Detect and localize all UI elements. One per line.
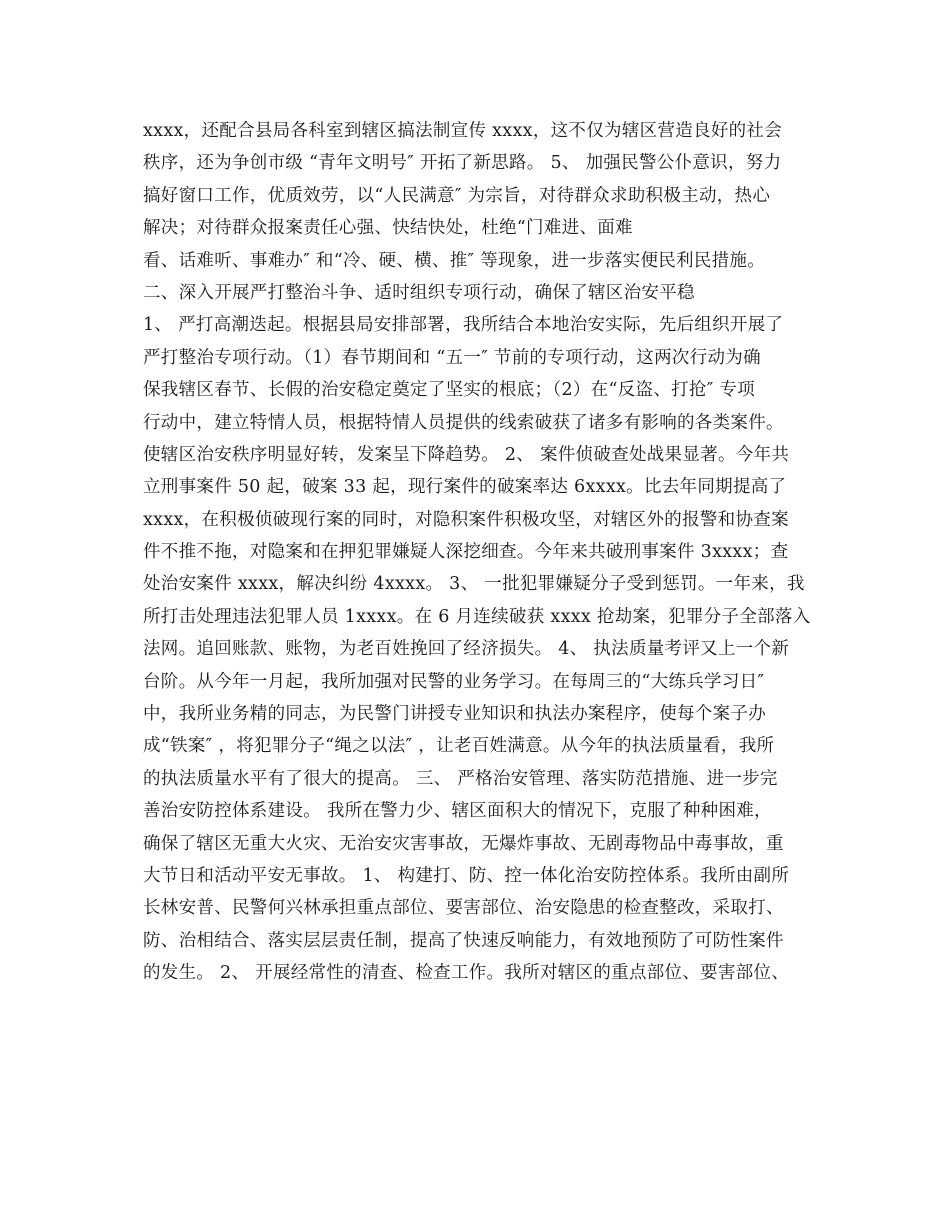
text-line: 大节日和活动平安无事故。 1、 构建打、防、控一体化治安防控体系。我所由副所 (143, 865, 790, 886)
text-line: 法网。追回账款、账物，为老百姓挽回了经济损失。 4、 执法质量考评又上一个新 (143, 639, 790, 660)
text-line: 处治安案件 xxxx，解决纠纷 4xxxx。 3、 一批犯罪嫌疑分子受到惩罚。一年来，我 (143, 574, 805, 595)
text-line: 使辖区治安秩序明显好转，发案呈下降趋势。 2、 案件侦破查处战果显著。今年共 (143, 444, 790, 465)
text-line: 确保了辖区无重大火灾、无治安灾害事故，无爆炸事故、无剧毒物品中毒事故，重 (143, 833, 784, 854)
text-line: 搞好窗口工作，优质效劳，以“人民满意″ 为宗旨，对待群众求助积极主动，热心 (143, 185, 771, 206)
text-line: 1、 严打高潮迭起。根据县局安排部署，我所结合本地治安实际，先后组织开展了 (143, 315, 784, 336)
text-line: 秩序，还为争创市级 “青年文明号″ 开拓了新思路。 5、 加强民警公仆意识，努力 (143, 153, 782, 174)
text-line: 防、治相结合、落实层层责任制，提高了快速反响能力，有效地预防了可防性案件 (143, 930, 784, 951)
section-heading: 二、深入开展严打整治斗争、适时组织专项行动，确保了辖区治安平稳 (143, 282, 695, 303)
text-line: 解决；对待群众报案责任心强、快结快处，杜绝“门难进、面难 (143, 218, 633, 239)
text-line: 台阶。从今年一月起，我所加强对民警的业务学习。在每周三的“大练兵学习日″ (143, 671, 765, 692)
text-line: xxxx，还配合县局各科室到辖区搞法制宣传 xxxx，这不仅为辖区营造良好的社会 (143, 121, 783, 141)
body-text (143, 115, 823, 990)
text-line: 中，我所业务精的同志，为民警门讲授专业知识和执法办案程序，使每个案子办 (143, 704, 766, 725)
text-line: 看、话难听、事难办″ 和“冷、硬、横、推″ 等现象，进一步落实便民利民措施。 (143, 250, 766, 271)
text-line: 保我辖区春节、长假的治安稳定奠定了坚实的根底；（2）在“反盗、打抢″ 专项 (143, 380, 756, 401)
text-line: 的执法质量水平有了很大的提高。 三、 严格治安管理、落实防范措施、进一步完 (143, 768, 778, 789)
text-line: 立刑事案件 50 起，破案 33 起，现行案件的破案率达 6xxxx。比去年同期提高了 (143, 477, 787, 498)
text-line: 成“铁案″ ，将犯罪分子“绳之以法″ ，让老百姓满意。从今年的执法质量看，我所 (143, 736, 775, 757)
text-line: 所打击处理违法犯罪人员 1xxxx。在 6 月连续破获 xxxx 抢劫案，犯罪分子全部落入 (143, 606, 811, 627)
text-line: 长林安普、民警何兴林承担重点部位、要害部位、治安隐患的检查整改，采取打、 (143, 898, 784, 919)
text-line: xxxx，在积极侦破现行案的同时，对隐积案件积极攻坚，对辖区外的报警和协查案 (143, 509, 789, 530)
text-line: 件不推不拖，对隐案和在押犯罪嫌疑人深挖细查。今年来共破刑事案件 3xxxx；查 (143, 542, 789, 563)
text-line: 行动中，建立特情人员，根据特情人员提供的线索破获了诸多有影响的各类案件。 (143, 412, 784, 433)
text-line: 的发生。 2、 开展经常性的清查、检查工作。我所对辖区的重点部位、要害部位、 (143, 963, 790, 984)
text-line: 善治安防控体系建设。 我所在警力少、辖区面积大的情况下，克服了种种困难， (143, 801, 772, 822)
text-line: 严打整治专项行动。（1）春节期间和 “五一″ 节前的专项行动，这两次行动为确 (143, 347, 761, 368)
